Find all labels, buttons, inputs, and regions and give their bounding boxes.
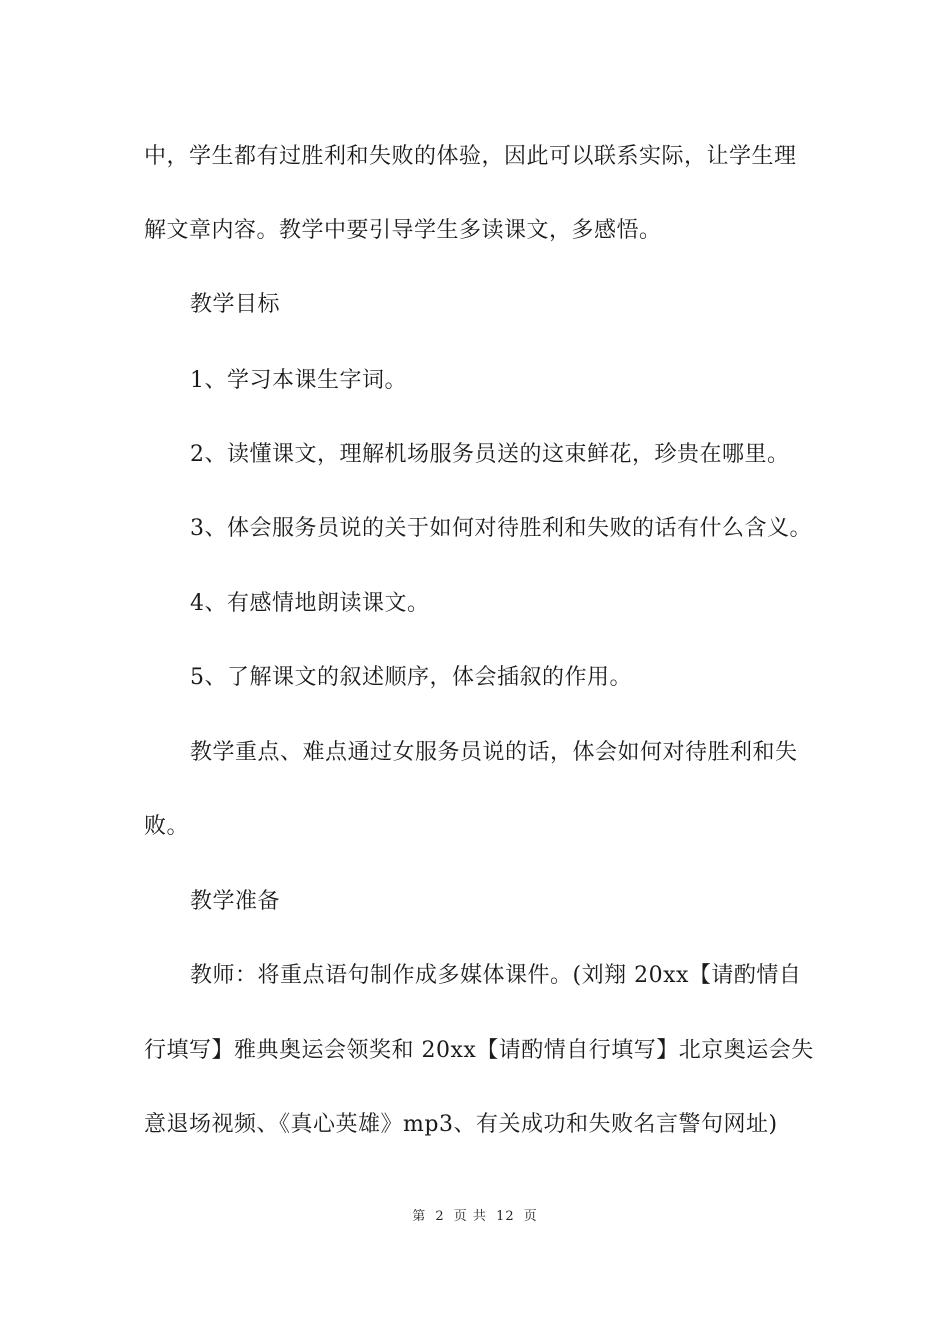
list-item: 1、学习本课生字词。 [190,368,407,393]
section-heading: 教学准备 [190,889,281,914]
section-heading: 教学目标 [190,292,281,317]
footer-prefix: 第 [412,1209,427,1224]
paragraph-line: 教学重点、难点通过女服务员说的话，体会如何对待胜利和失 [190,740,798,765]
paragraph-line: 意退场视频、《真心英雄》mp3、有关成功和失败名言警句网址) [144,1112,778,1137]
list-item: 5、了解课文的叙述顺序，体会插叙的作用。 [190,665,632,690]
paragraph-line: 教师：将重点语句制作成多媒体课件。(刘翔 20xx【请酌情自 [190,963,802,988]
page-total: 12 [496,1209,515,1224]
list-item: 4、有感情地朗读课文。 [190,591,430,616]
paragraph-line: 中，学生都有过胜利和失败的体验，因此可以联系实际，让学生理 [144,144,797,169]
paragraph-line: 行填写】雅典奥运会领奖和 20xx【请酌情自行填写】北京奥运会失 [144,1038,814,1063]
paragraph-line: 败。 [144,814,190,839]
footer-middle: 页 共 [453,1209,487,1224]
footer-suffix: 页 [523,1209,538,1224]
paragraph-line: 解文章内容。教学中要引导学生多读课文，多感悟。 [144,218,662,243]
page-footer [0,1208,950,1226]
list-item: 3、体会服务员说的关于如何对待胜利和失败的话有什么含义。 [190,516,812,541]
list-item: 2、读懂课文，理解机场服务员送的这束鲜花，珍贵在哪里。 [190,442,790,467]
page-number: 2 [435,1209,445,1224]
